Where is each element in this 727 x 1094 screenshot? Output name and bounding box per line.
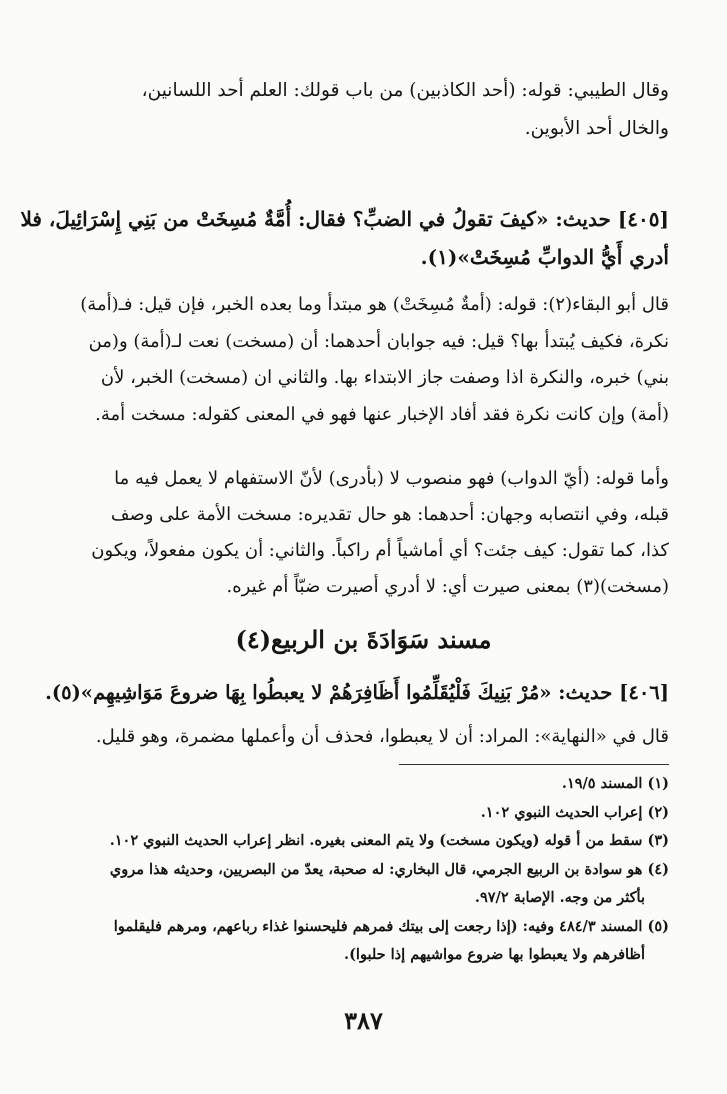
paragraph-line: قبله، وفي انتصابه وجهان: أحدهما: هو حال تقديره: مسخت الأمة على وصف <box>110 504 669 525</box>
footnote-2: (٢) إعراب الحديث النبوي ١٠٢. <box>480 803 669 821</box>
hadith-405-line: [٤٠٥] حديث: «كيفَ تقولُ في الضبِّ؟ فقال: أُمَّةٌ مُسِخَتْ من بَنِي إِسْرَائِيلَ، فلا <box>20 207 669 231</box>
paragraph-line: قال في «النهاية»: المراد: أن لا يعبطوا، فحذف أن وأعملها مضمرة، وهو قليل. <box>95 726 669 747</box>
footnote-4: (٤) هو سوادة بن الربيع الجرمي، قال البخاري: له صحبة، يعدّ من البصريين، وحديثه هذا مروي <box>109 860 669 878</box>
intro-line: والخال أحد الأبوين. <box>524 118 669 139</box>
intro-paragraph <box>58 72 669 148</box>
page-number: ٣٨٧ <box>344 1006 383 1035</box>
hadith-406-line: [٤٠٦] حديث: «مُرْ بَنِيكَ فَلْيُقَلِّمُوا أَظَافِرَهُمْ لا يعبطُوا بِهَا ضروعَ مَوَاشِيهِم»(٥). <box>45 681 669 704</box>
paragraph-line: وأما قوله: (أيّ الدواب) فهو منصوب لا (بأدرى) لأنّ الاستفهام لا يعمل فيه ما <box>114 468 669 489</box>
footnote-5: (٥) المسند ٤٨٤/٣ وفيه: (إذا رجعت إلى بيتك فمرهم فليحسنوا غذاء رباعهم، ومرهم فليقلموا <box>113 917 669 935</box>
section-heading: مسند سَوَادَةَ بن الربيع(٤) <box>235 625 492 654</box>
footnotes <box>58 770 669 970</box>
footnote-3: (٣) سقط من أ قوله (ويكون مسخت) ولا يتم المعنى بغيره. انظر إعراب الحديث النبوي ١٠٢. <box>109 832 669 849</box>
paragraph-line: بني) خبره، والنكرة اذا وصفت جاز الابتداء بها. والثاني ان (مسخت) الخبر، لأن <box>100 367 669 388</box>
footnote-5-continuation: أظافرهم ولا يعبطوا بها ضروع مواشيهم إذا حلبوا). <box>344 946 645 963</box>
footnote-1: (١) المسند ١٩/٥. <box>561 775 669 792</box>
paragraph-line: (أمة) وإن كانت نكرة فقد أفاد الإخبار عنها فهو في المعنى كقوله: مسخت أمة. <box>95 403 669 425</box>
hadith-405 <box>20 200 669 276</box>
hadith-405-line: أدري أَيُّ الدوابِّ مُسِخَتْ»(١). <box>420 245 669 269</box>
hadith-406 <box>45 674 669 712</box>
nihaya-paragraph <box>58 718 669 756</box>
ammaqawluh-paragraph <box>58 461 669 605</box>
paragraph-line: كذا، كما تقول: كيف جئت؟ أي أماشياً أم راكباً. والثاني: أن يكون مفعولاً، ويكون <box>91 540 669 561</box>
footnote-divider <box>399 764 669 765</box>
paragraph-line: (مسخت)(٣) بمعنى صيرت أي: لا أدري أصيرت ضبّاً أم غيره. <box>226 576 669 597</box>
paragraph-line: قال أبو البقاء(٢): قوله: (أمةٌ مُسِخَتْ) هو مبتدأ وما بعده الخبر، فإن قيل: فـ(أمة) <box>80 294 669 315</box>
abulbaqa-paragraph <box>58 287 669 433</box>
intro-line: وقال الطيبي: قوله: (أحد الكاذبين) من باب قولك: العلم أحد اللسانين، <box>141 80 669 101</box>
paragraph-line: نكرة، فكيف يُبتدأ بها؟ قيل: فيه جوابان أحدهما: أن (مسخت) نعت لـ(أمة) و(من <box>88 330 669 352</box>
footnote-4-continuation: بأكثر من وجه. الإصابة ٩٧/٢. <box>474 889 645 906</box>
